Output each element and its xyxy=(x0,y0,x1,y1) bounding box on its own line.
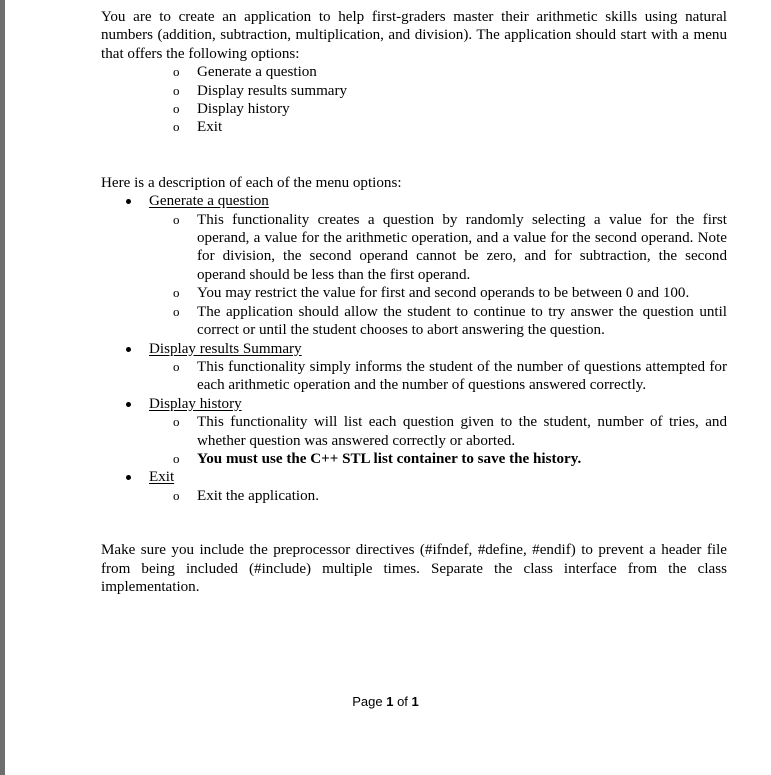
circle-bullet-icon: o xyxy=(173,119,180,135)
menu-item-display-summary xyxy=(123,340,727,395)
detail-text-bold: You must use the C++ STL list container to save the history. xyxy=(197,450,582,467)
menu-item-details xyxy=(149,413,727,468)
intro-option-text: Generate a question xyxy=(197,64,317,81)
disc-bullet-icon xyxy=(126,402,131,407)
circle-bullet-icon: o xyxy=(173,82,180,98)
menu-item-title: Display results Summary xyxy=(149,340,302,357)
closing-paragraph: Make sure you include the preprocessor directives (#ifndef, #define, #endif) to prevent a header file from being included (#include) multiple times. Separate the class interface from the class implementation. xyxy=(101,542,727,595)
circle-bullet-icon: o xyxy=(173,303,180,319)
menu-description-list xyxy=(101,192,727,505)
detail-item xyxy=(171,284,727,302)
page-footer xyxy=(0,694,771,709)
detail-item xyxy=(171,211,727,285)
of-word: of xyxy=(397,694,408,709)
intro-option xyxy=(171,82,727,100)
menu-item-details xyxy=(149,487,727,505)
detail-item xyxy=(171,450,727,468)
menu-item-title: Display history xyxy=(149,395,242,412)
menu-item-generate-question xyxy=(123,192,727,339)
detail-text: You may restrict the value for first and second operands to be between 0 and 100. xyxy=(197,285,690,302)
menu-item-title: Exit xyxy=(149,469,175,486)
detail-text: Exit the application. xyxy=(197,487,319,504)
circle-bullet-icon: o xyxy=(173,487,180,503)
spacer xyxy=(101,505,727,541)
menu-item-exit xyxy=(123,468,727,505)
intro-options-list xyxy=(101,63,727,137)
detail-item xyxy=(171,303,727,340)
disc-bullet-icon xyxy=(126,199,131,204)
intro-option-text: Display history xyxy=(197,101,290,118)
spacer xyxy=(101,137,727,174)
detail-text: This functionality simply informs the student of the number of questions attempted for each arithmetic operation and the number of questions answered correctly. xyxy=(197,358,727,394)
circle-bullet-icon: o xyxy=(173,285,180,301)
total-pages-number: 1 xyxy=(411,694,419,709)
intro-option-text: Exit xyxy=(197,119,223,136)
detail-text: The application should allow the student to continue to try answer the question until correct or until the student chooses to abort answering the question. xyxy=(197,303,727,339)
menu-item-details xyxy=(149,358,727,395)
intro-option xyxy=(171,118,727,136)
intro-option-text: Display results summary xyxy=(197,82,348,99)
window-left-border xyxy=(0,0,5,775)
circle-bullet-icon: o xyxy=(173,414,180,430)
circle-bullet-icon: o xyxy=(173,211,180,227)
current-page-number: 1 xyxy=(386,694,394,709)
page-word: Page xyxy=(352,694,383,709)
description-heading: Here is a description of each of the menu options: xyxy=(101,174,402,191)
menu-item-title: Generate a question xyxy=(149,193,269,210)
menu-item-display-history xyxy=(123,395,727,469)
detail-item xyxy=(171,413,727,450)
detail-item xyxy=(171,487,727,505)
document-page xyxy=(101,8,727,596)
circle-bullet-icon: o xyxy=(173,450,180,466)
detail-item xyxy=(171,358,727,395)
circle-bullet-icon: o xyxy=(173,64,180,80)
detail-text: This functionality creates a question by randomly selecting a value for the first operand, a value for the arithmetic operation, and a value for the second operand. Note for division, the second operand cannot be zero, and for subtraction, the second operand should be less than the first operand. xyxy=(197,211,727,283)
intro-option xyxy=(171,100,727,118)
intro-paragraph: You are to create an application to help first-graders master their arithmetic skills using natural numbers (addition, subtraction, multiplication, and division). The application should start with a menu that offers the following options: xyxy=(101,9,727,62)
disc-bullet-icon xyxy=(126,475,131,480)
circle-bullet-icon: o xyxy=(173,101,180,117)
circle-bullet-icon: o xyxy=(173,358,180,374)
disc-bullet-icon xyxy=(126,347,131,352)
intro-option xyxy=(171,63,727,81)
detail-text: This functionality will list each question given to the student, number of tries, and whether question was answered correctly or aborted. xyxy=(197,414,727,449)
menu-item-details xyxy=(149,211,727,340)
